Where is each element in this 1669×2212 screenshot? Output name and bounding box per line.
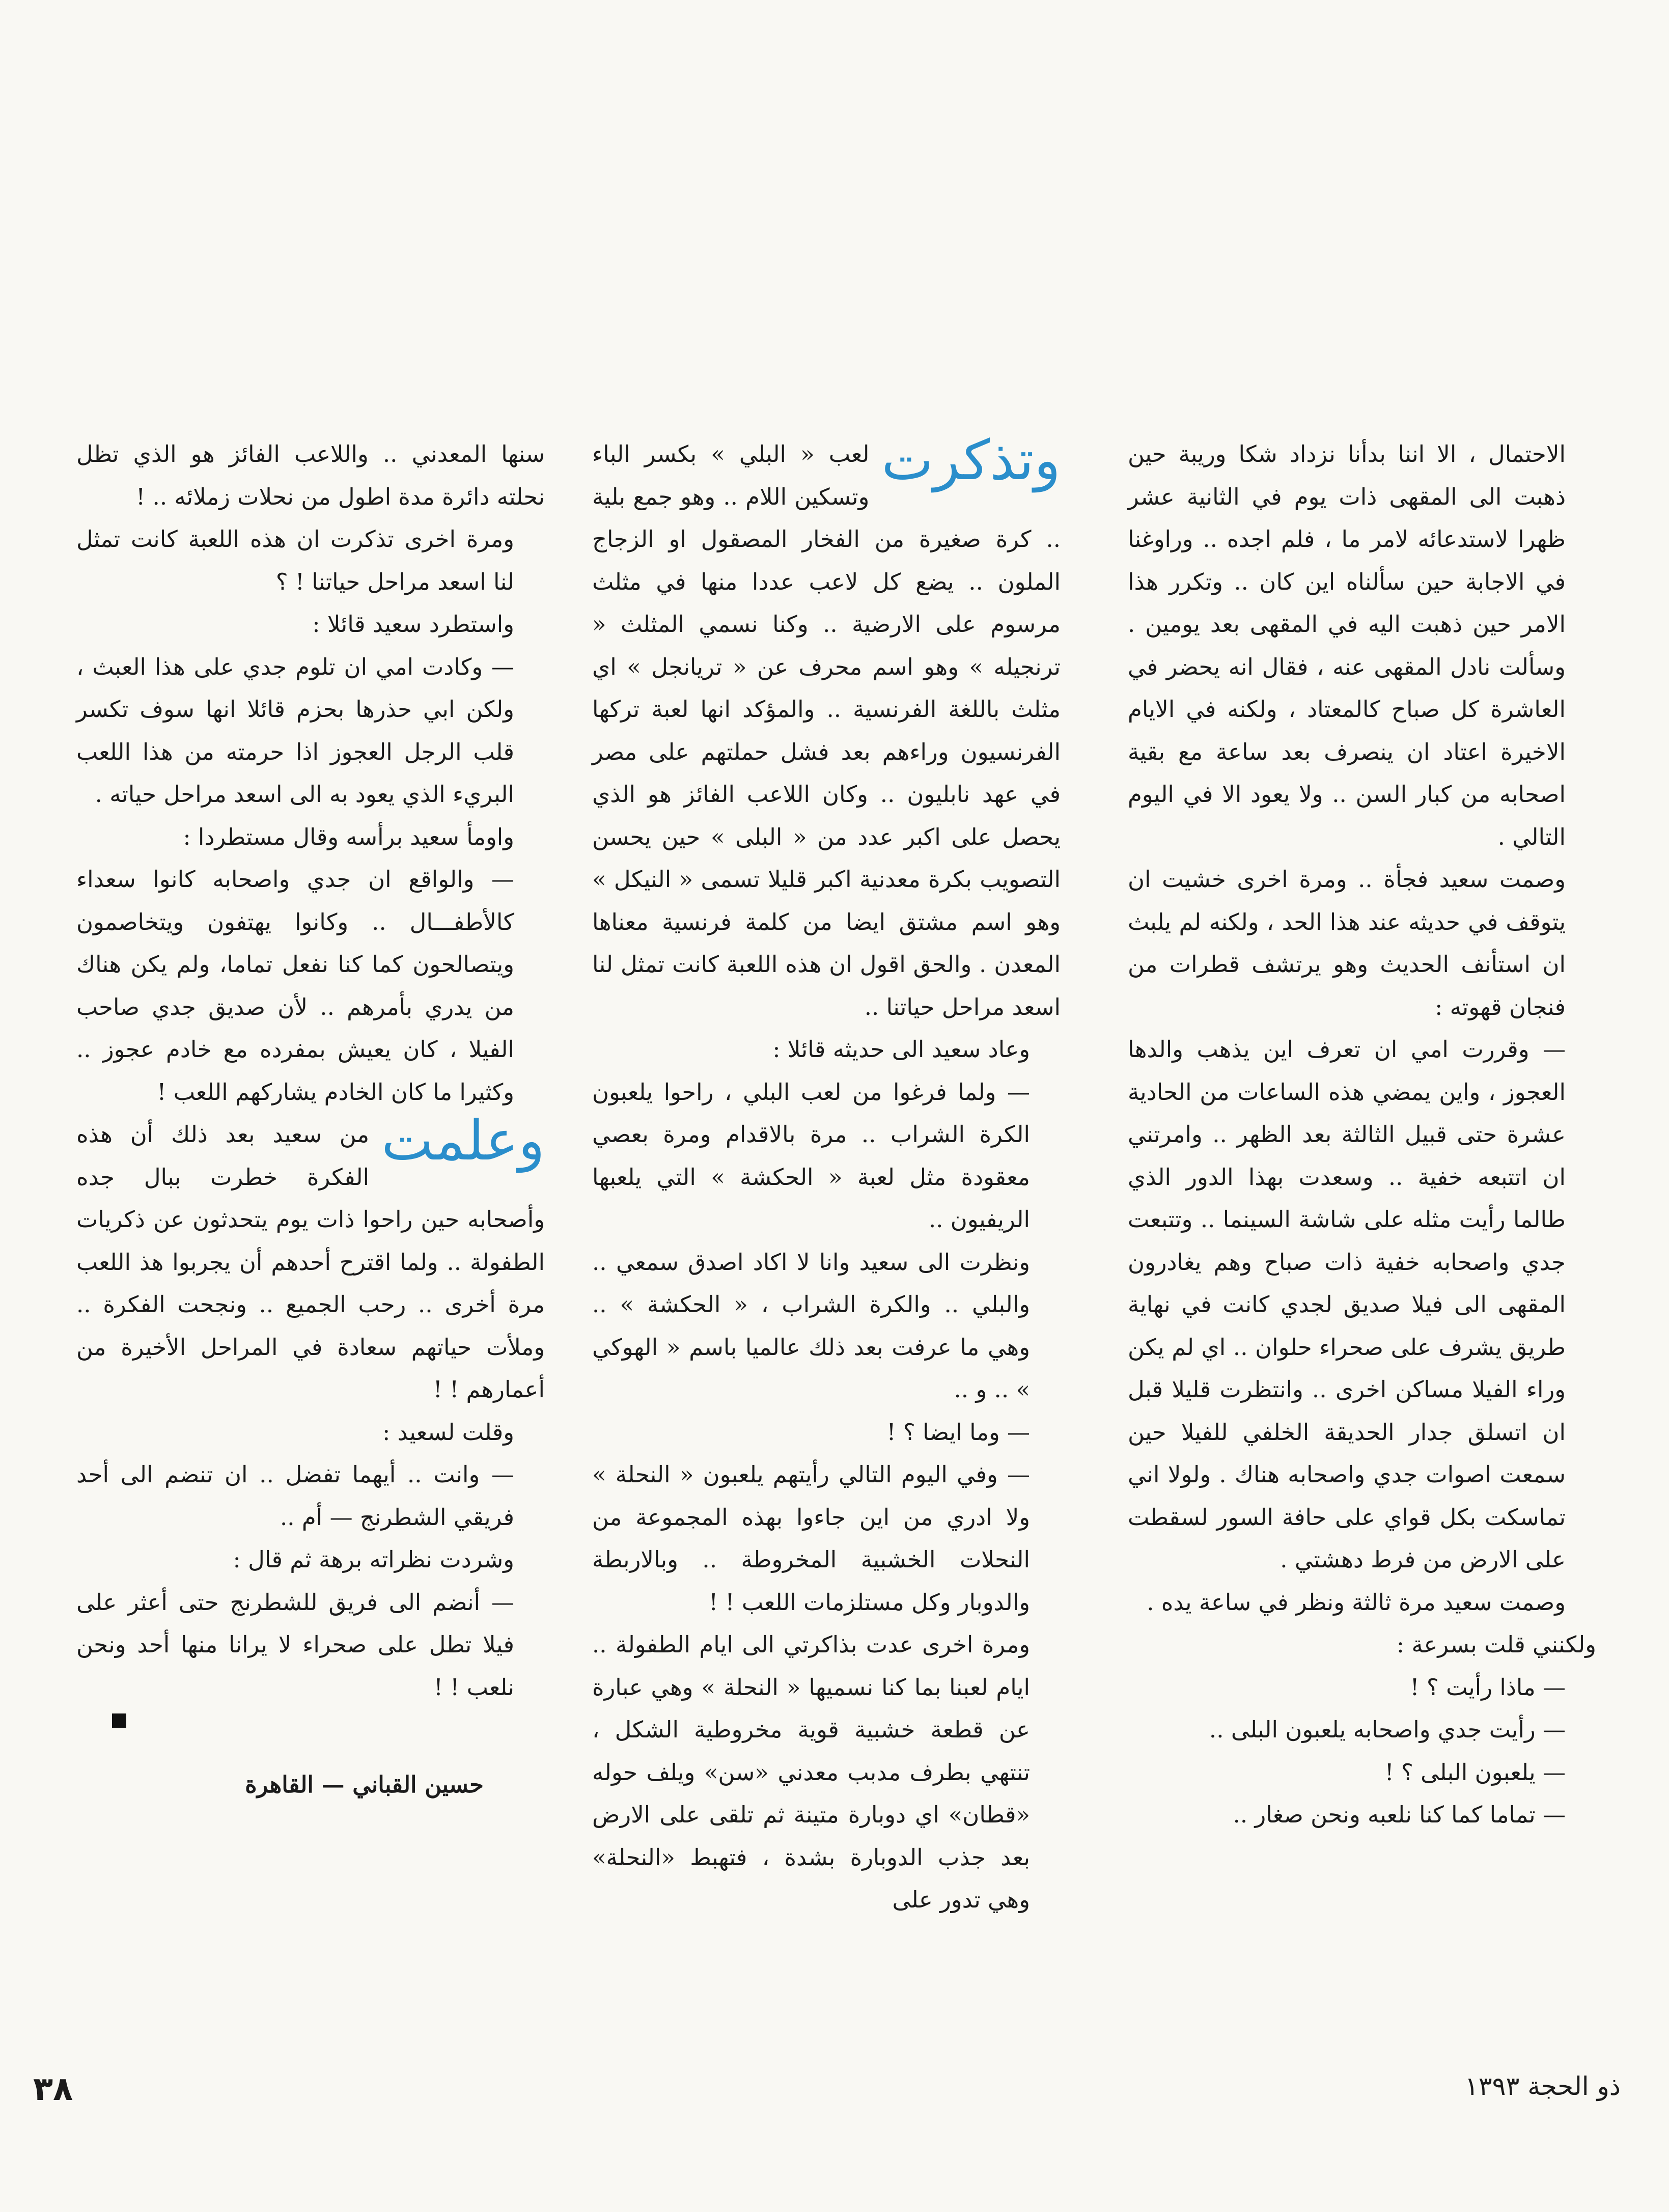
paragraph: وعاد سعيد الى حديثه قائلا : <box>772 1036 1030 1063</box>
decorative-heading: وعلمت <box>381 1109 545 1173</box>
paragraph: الاحتمال ، الا اننا بدأنا نزداد شكا وريبة حين ذهبت الى المقهى ذات يوم في الثانية عشر ظهرا لاستدعائه لامر ما ، فلم اجده .. وراوغنا في الاجابة حين سألناه اين كان .. وتكرر هذا الامر حين ذهبت اليه في المقهى بعد يومين . وسألت نادل المقهى عنه ، فقال انه يحضر في العاشرة كل صباح كالمعتاد ، ولكنه في الايام الاخيرة اعتاد ان ينصرف بعد ساعة مع بقية اصحابه من كبار السن .. ولا يعود الا في اليوم التالي . <box>1128 440 1566 850</box>
paragraph: ومرة اخرى تذكرت ان هذه اللعبة كانت تمثل لنا اسعد مراحل حياتنا ! ؟ <box>76 526 514 595</box>
paragraph: من سعيد بعد ذلك أن هذه الفكرة خطرت ببال جده وأصحابه حين راحوا ذات يوم يتحدثون عن ذكريات الطفولة .. ولما اقترح أحدهم أن يجربوا هذ اللعب مرة أخرى .. رحب الجميع .. ونجحت الفكرة .. وملأت حياتهم سعادة في المراحل الأخيرة من أعمارهم ! ! <box>76 1121 545 1403</box>
author-signature: حسين القباني — القاهرة <box>245 1771 484 1798</box>
paragraph: ومرة اخرى عدت بذاكرتي الى ايام الطفولة .. ايام لعبنا بما كنا نسميها « النحلة » وهي عبارة عن قطعة خشبية قوية مخروطية الشكل ، تنتهي بطرف مدبب معدني «سن» ويلف حوله «قطان» اي دوبارة متينة ثم تلقى على الارض بعد جذب الدوبارة بشدة ، فتهبط «النحلة» وهي تدور على <box>592 1631 1030 1913</box>
paragraph: واومأ سعيد برأسه وقال مستطردا : <box>183 823 514 850</box>
paragraph: سنها المعدني .. واللاعب الفائز هو الذي تظل نحلته دائرة مدة اطول من نحلات زملائه .. ! <box>76 440 545 510</box>
paragraph: — والواقع ان جدي واصحابه كانوا سعداء كالأطفـــال .. وكانوا يهتفون ويتخاصمون ويتصالحون كما كنا نفعل تماما، ولم يكن هناك من يدري بأمرهم .. لأن صديق جدي صاحب الفيلا ، كان يعيش بمفرده مع خادم عجوز .. وكثيرا ما كان الخادم يشاركهم اللعب ! <box>76 866 514 1105</box>
paragraph: — وفي اليوم التالي رأيتهم يلعبون « النحلة » ولا ادري من اين جاءوا بهذه المجموعة من النحلات الخشبية المخروطة .. وبالاربطة والدوبار وكل مستلزمات اللعب ! ! <box>592 1461 1030 1616</box>
dialogue-line: — رأيت جدي واصحابه يلعبون البلى .. <box>1209 1716 1566 1743</box>
paragraph: — ولما فرغوا من لعب البلي ، راحوا يلعبون الكرة الشراب .. مرة بالاقدام ومرة بعصي معقودة مثل لعبة « الحكشة » التي يلعبها الريفيون .. <box>592 1078 1030 1233</box>
end-of-article-mark <box>112 1713 126 1728</box>
article-column-middle <box>592 429 1061 1921</box>
paragraph: — وكادت امي ان تلوم جدي على هذا العبث ، ولكن ابي حذرها بحزم قائلا انها سوف تكسر قلب الرجل العجوز اذا حرمته من هذا اللعب البريء الذي يعود به الى اسعد مراحل حياته . <box>76 653 514 808</box>
paragraph: واستطرد سعيد قائلا : <box>312 611 514 638</box>
paragraph: ولكنني قلت بسرعة : <box>1396 1631 1596 1658</box>
paragraph: وقلت لسعيد : <box>382 1418 514 1446</box>
article-column-right <box>1128 433 1596 1836</box>
paragraph: وصمت سعيد فجأة .. ومرة اخرى خشيت ان يتوقف في حديثه عند هذا الحد ، ولكنه لم يلبث ان استأنف الحديث وهو يرتشف قطرات من فنجان قهوته : <box>1128 866 1566 1020</box>
article-column-left <box>76 433 545 1806</box>
issue-date: ذو الحجة ١٣٩٣ <box>1464 2071 1621 2101</box>
dialogue-line: — يلعبون البلى ؟ ! <box>1384 1758 1566 1786</box>
paragraph: ونظرت الى سعيد وانا لا اكاد اصدق سمعي .. والبلي .. والكرة الشراب ، « الحكشة » .. وهي ما عرفت بعد ذلك عالميا باسم « الهوكي » .. و .. <box>592 1248 1030 1403</box>
dialogue-line: — وانت .. أيهما تفضل .. ان تنضم الى أحد فريقي الشطرنج — أم .. <box>76 1461 514 1531</box>
dialogue-line: — وما ايضا ؟ ! <box>886 1418 1030 1446</box>
paragraph: وشردت نظراته برهة ثم قال : <box>233 1546 514 1573</box>
paragraph: وصمت سعيد مرة ثالثة ونظر في ساعة يده . <box>1147 1588 1566 1616</box>
dialogue-line: — أنضم الى فريق للشطرنج حتى أعثر على فيلا تطل على صحراء لا يرانا منها أحد ونحن نلعب ! ! <box>76 1588 514 1701</box>
dialogue-line: — ماذا رأيت ؟ ! <box>1410 1673 1566 1701</box>
page-number: ٣٨ <box>33 2070 73 2108</box>
paragraph: لعب « البلي » بكسر الباء وتسكين اللام .. وهو جمع بلية .. كرة صغيرة من الفخار المصقول او الزجاج الملون .. يضع كل لاعب عددا منها في مثلث مرسوم على الارضية .. وكنا نسمي المثلث « ترنجيله » وهو اسم محرف عن « تريانجل » اي مثلث باللغة الفرنسية .. والمؤكد انها لعبة تركها الفرنسيون وراءهم بعد فشل حملتهم على مصر في عهد نابليون .. وكان اللاعب الفائز هو الذي يحصل على اكبر عدد من « البلى » حين يحسن التصويب بكرة معدنية اكبر قليلا تسمى « النيكل » وهو اسم مشتق ايضا من كلمة فرنسية معناها المعدن . والحق اقول ان هذه اللعبة كانت تمثل لنا اسعد مراحل حياتنا .. <box>592 440 1061 1020</box>
decorative-heading: وتذكرت <box>881 429 1061 492</box>
dialogue-line: — تماما كما كنا نلعبه ونحن صغار .. <box>1233 1801 1566 1828</box>
paragraph: — وقررت امي ان تعرف اين يذهب والدها العجوز ، واين يمضي هذه الساعات من الحادية عشرة حتى قبيل الثالثة بعد الظهر .. وامرتني ان اتتبعه خفية .. وسعدت بهذا الدور الذي طالما رأيت مثله على شاشة السينما .. وتتبعت جدي واصحابه خفية ذات صباح وهم يغادرون المقهى الى فيلا صديق لجدي كانت في نهاية طريق يشرف على صحراء حلوان .. اي لم يكن وراء الفيلا مساكن اخرى .. وانتظرت قليلا قبل ان اتسلق جدار الحديقة الخلفي للفيلا حين سمعت اصوات جدي واصحابه هناك . ولولا اني تماسكت بكل قواي على حافة السور لسقطت على الارض من فرط دهشتي . <box>1128 1036 1566 1573</box>
